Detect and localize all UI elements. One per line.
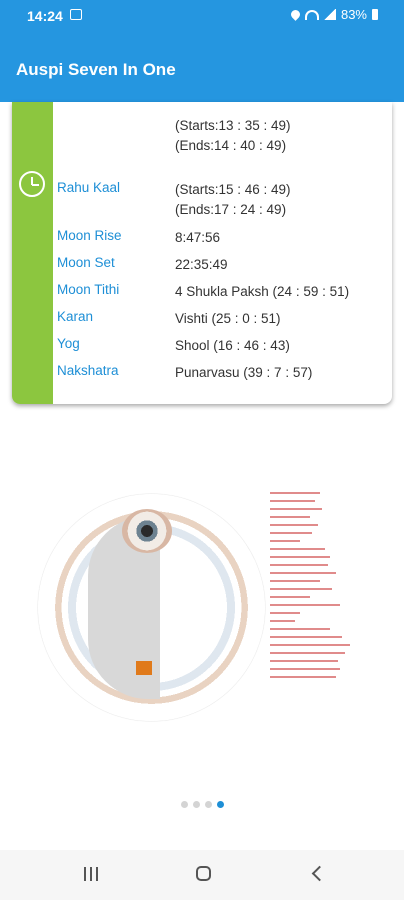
status-indicators bbox=[291, 7, 378, 22]
clock-icon bbox=[19, 171, 45, 197]
panchang-card bbox=[12, 102, 392, 404]
home-icon[interactable] bbox=[196, 866, 211, 881]
row-value-end: (Ends:17 : 24 : 49) bbox=[175, 202, 287, 217]
back-icon[interactable] bbox=[312, 866, 328, 882]
battery-percentage: 83% bbox=[340, 7, 367, 22]
wheel-badge bbox=[136, 661, 152, 675]
row-value: Shool (16 : 46 : 43) bbox=[175, 338, 290, 353]
page-dot-active[interactable] bbox=[217, 801, 224, 808]
signal-icon bbox=[324, 9, 336, 20]
page-dot[interactable] bbox=[193, 801, 200, 808]
row-value: Vishti (25 : 0 : 51) bbox=[175, 311, 281, 326]
recent-apps-icon[interactable] bbox=[84, 867, 99, 881]
row-label: Moon Rise bbox=[57, 228, 122, 243]
row-label: Moon Tithi bbox=[57, 282, 120, 297]
wheel-legend-text bbox=[270, 492, 365, 684]
eye-image bbox=[122, 509, 172, 553]
row-value: 4 Shukla Paksh (24 : 59 : 51) bbox=[175, 284, 350, 299]
row-value-end: (Ends:14 : 40 : 49) bbox=[175, 138, 287, 153]
row-label: Karan bbox=[57, 309, 94, 324]
carousel-image[interactable] bbox=[0, 404, 404, 794]
astrology-wheel-image bbox=[38, 494, 265, 721]
row-label: Rahu Kaal bbox=[57, 180, 121, 195]
row-label: Moon Set bbox=[57, 255, 115, 270]
page-dot[interactable] bbox=[205, 801, 212, 808]
app-title: Auspi Seven In One bbox=[16, 60, 176, 79]
row-value: Punarvasu (39 : 7 : 57) bbox=[175, 365, 313, 380]
battery-icon bbox=[372, 9, 378, 20]
gallery-icon bbox=[70, 9, 82, 20]
page-indicator bbox=[181, 801, 224, 808]
row-label: Nakshatra bbox=[57, 363, 119, 378]
app-bar bbox=[0, 30, 404, 102]
card-accent-stripe bbox=[12, 102, 53, 404]
status-time: 14:24 bbox=[27, 8, 63, 24]
page-dot[interactable] bbox=[181, 801, 188, 808]
row-value: (Starts:13 : 35 : 49) bbox=[175, 118, 291, 133]
row-value: 8:47:56 bbox=[175, 230, 221, 245]
status-bar bbox=[0, 0, 404, 30]
wifi-icon bbox=[305, 10, 319, 20]
row-value: (Starts:15 : 46 : 49) bbox=[175, 182, 291, 197]
location-icon bbox=[289, 8, 302, 21]
system-nav-bar bbox=[0, 850, 404, 900]
row-label: Yog bbox=[57, 336, 80, 351]
row-value: 22:35:49 bbox=[175, 257, 228, 272]
